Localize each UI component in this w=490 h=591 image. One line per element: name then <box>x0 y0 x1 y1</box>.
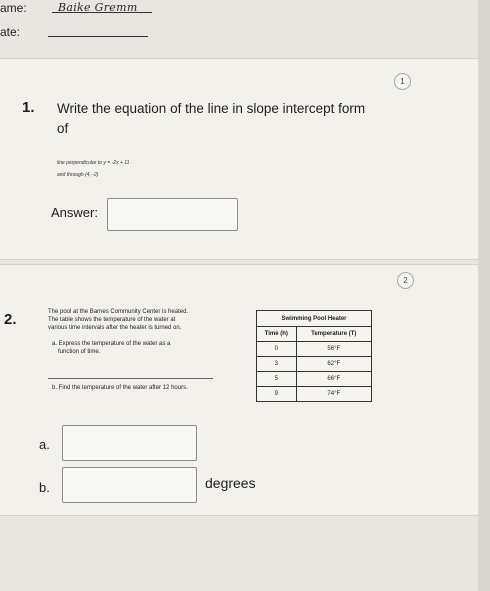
question-2-intro-line3: various time intervals after the heater is turned on. <box>48 325 182 331</box>
question-1-condition-line2: and through (4, -2) <box>57 172 99 178</box>
table-cell-temp: 74°F <box>296 387 371 402</box>
name-label: ame: <box>0 1 27 15</box>
answer-label: Answer: <box>51 205 98 220</box>
part-b-prompt: b. Find the temperature of the water after 12 hours. <box>52 385 188 391</box>
table-cell-time: 5 <box>257 372 297 387</box>
date-label: ate: <box>0 25 21 39</box>
question-1-condition-line1: line perpendicular to y = -2x + 11 <box>57 160 130 166</box>
table-row <box>257 342 372 357</box>
date-underline <box>48 36 148 37</box>
table-header-temp: Temperature (T) <box>296 327 371 342</box>
answer-input[interactable] <box>107 198 238 231</box>
table-header-time: Time (h) <box>257 327 297 342</box>
part-b-answer-input[interactable] <box>62 467 197 503</box>
table-cell-temp: 56°F <box>296 342 371 357</box>
table-cell-temp: 62°F <box>296 357 371 372</box>
question-2-intro-line1: The pool at the Barnes Community Center is heated. <box>48 309 189 315</box>
name-value: Baike Gremm <box>58 1 138 14</box>
table-title: Swimming Pool Heater <box>257 311 372 327</box>
question-1-prompt-line1: Write the equation of the line in slope intercept form <box>57 101 366 116</box>
page-edge <box>478 0 490 591</box>
table-cell-time: 0 <box>257 342 297 357</box>
table-cell-temp: 66°F <box>296 372 371 387</box>
question-1-number: 1. <box>22 99 35 116</box>
part-a-label: a. <box>39 437 50 452</box>
question-2-number: 2. <box>4 311 17 328</box>
part-b-unit: degrees <box>205 475 256 491</box>
question-1-badge: 1 <box>394 73 411 90</box>
table-cell-time: 9 <box>257 387 297 402</box>
table-row <box>257 372 372 387</box>
question-1-prompt-line2: of <box>57 121 69 136</box>
name-underline <box>52 12 152 13</box>
table-row <box>257 387 372 402</box>
table-row <box>257 357 372 372</box>
part-b-label: b. <box>39 480 50 495</box>
table-cell-time: 3 <box>257 357 297 372</box>
divider <box>48 378 213 379</box>
question-2-badge: 2 <box>397 272 414 289</box>
part-a-prompt-line2: function of time. <box>58 349 101 355</box>
part-a-prompt-line1: a. Express the temperature of the water as a <box>52 341 171 347</box>
part-a-answer-input[interactable] <box>62 425 197 461</box>
pool-heater-table <box>256 310 372 402</box>
question-2-intro-line2: The table shows the temperature of the water at <box>48 317 176 323</box>
